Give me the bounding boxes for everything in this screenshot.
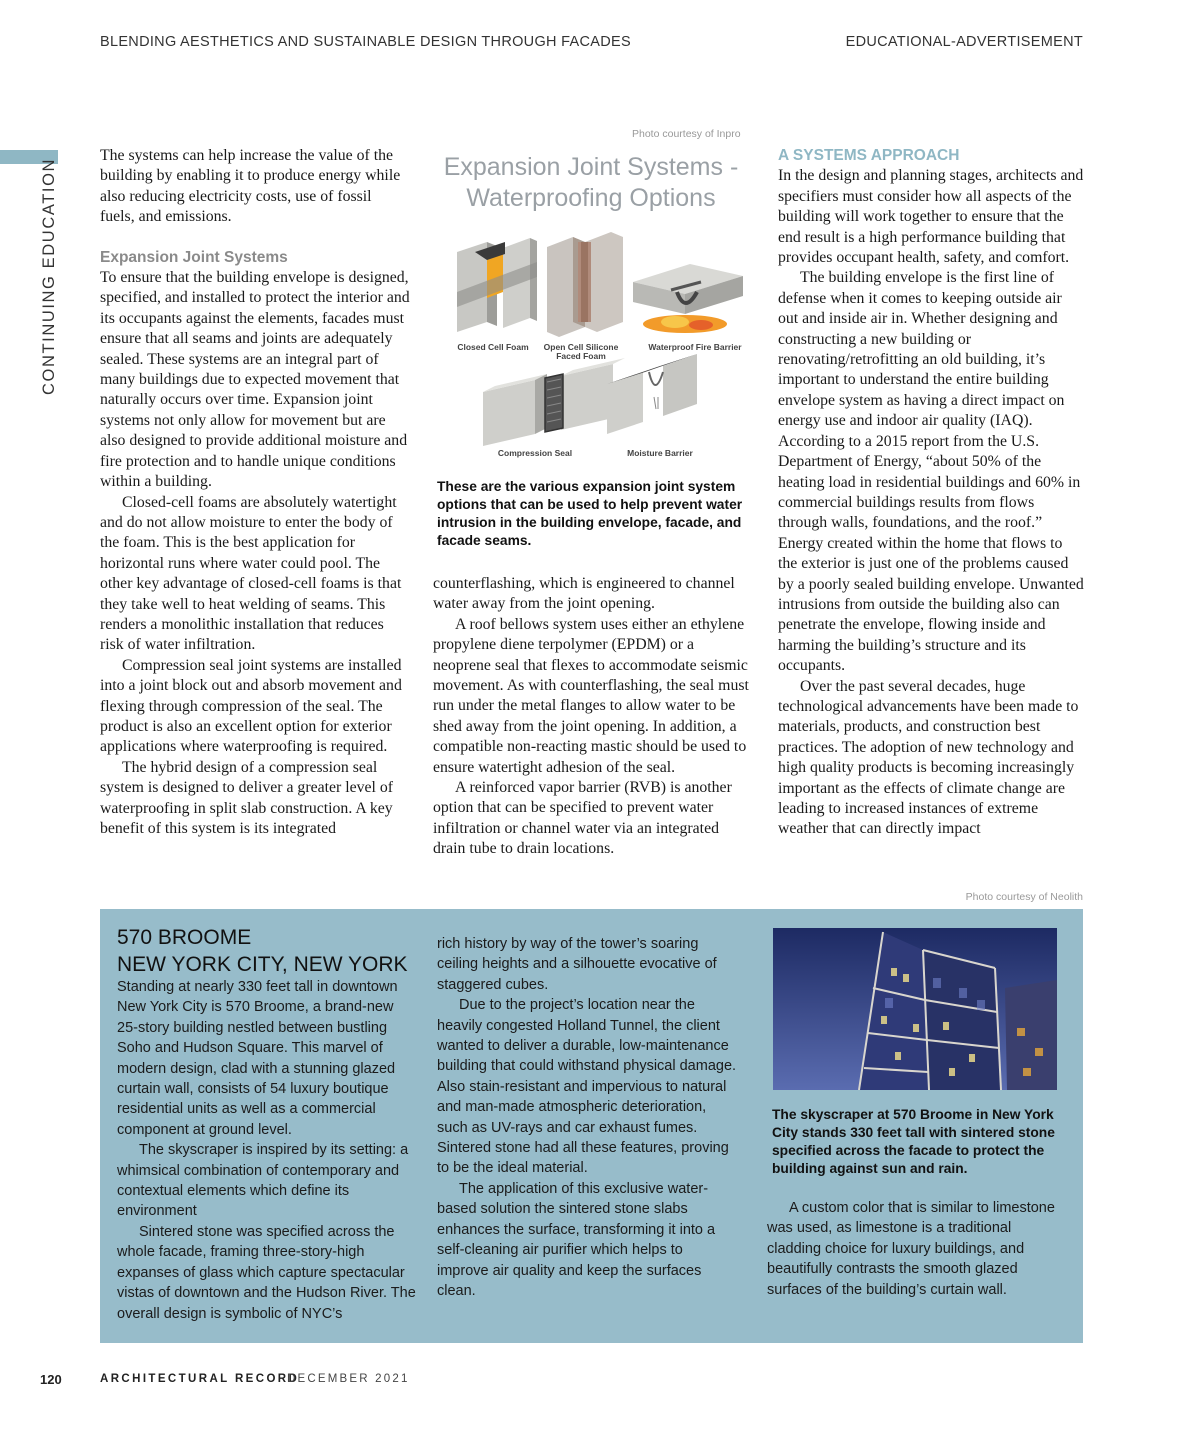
paragraph: The skyscraper is inspired by its setting: a whimsical combination of contemporary and contextual elements which define its environment xyxy=(117,1142,409,1220)
figure-caption: These are the various expansion joint system options that can be used to help prevent water intrusion in the building envelope, facade, and facade seams. xyxy=(437,479,743,548)
compression-seal-illustration xyxy=(483,358,625,446)
label-compression-seal: Compression Seal xyxy=(497,448,573,458)
paragraph: Over the past several decades, huge technological advancements have been made to materials, products, and construction best practices. The adoption of new technology and high quality products is becoming increasingly important as the effects of climate change are leading to increased instances of extreme weather that can directly impact xyxy=(778,677,1079,838)
paragraph: Sintered stone was specified across the whole facade, framing three-story-high expanses of glass which capture spectacular vistas of downtown and the Hudson River. The overall design is symbolic of NYC’s xyxy=(117,1223,416,1322)
fire-barrier-illustration xyxy=(633,264,743,333)
label-moisture-barrier: Moisture Barrier xyxy=(627,448,693,458)
open-cell-foam-illustration xyxy=(547,232,623,337)
running-header-label: EDUCATIONAL-ADVERTISEMENT xyxy=(845,34,1083,50)
label-closed-cell-foam: Closed Cell Foam xyxy=(457,342,529,352)
section-tab-label: CONTINUING EDUCATION xyxy=(40,157,58,395)
closed-cell-foam-illustration xyxy=(457,238,537,332)
section-heading: A SYSTEMS APPROACH xyxy=(778,147,960,164)
paragraph: Closed-cell foams are absolutely watertight and do not allow moisture to enter the body of the foam. This is the best application for horizontal runs where water could pool. The other key advantage of closed-cell foams is that they take well to heat welding of seams. This renders a monolithic installation that reduces risk of water infiltration. xyxy=(100,493,402,654)
label-open-cell-line-2: Faced Foam xyxy=(556,351,606,361)
paragraph: Compression seal joint systems are installed into a joint block out and absorb movement and flexing through compression of the seal. The product is also an excellent option for exterior applications where waterproofing is required. xyxy=(100,656,402,756)
expansion-joint-illustrations xyxy=(435,232,747,464)
running-header-title: BLENDING AESTHETICS AND SUSTAINABLE DESIGN THROUGH FACADES xyxy=(100,34,631,50)
paragraph: The application of this exclusive water-based solution the sintered stone slabs enhances the surface, transforming it into a self-cleaning air purifier which helps to improve air quality and keep the surfaces clean. xyxy=(437,1180,716,1299)
paragraph: A roof bellows system uses either an ethylene propylene diene terpolymer (EPDM) or a neoprene seal that flexes to accommodate seismic movement. As with counterflashing, the seal must run under the metal flanges to allow water to be shed away from the joint opening. In addition, a compatible non-reacting mastic should be used to ensure watertight adhesion of the seal. xyxy=(433,615,749,776)
page-number: 120 xyxy=(40,1372,62,1387)
issue-date: DECEMBER 2021 xyxy=(287,1373,410,1385)
paragraph: The building envelope is the first line of defense when it comes to keeping outside air out and inside air in. Whether designing and constructing a new building or renovating/retrofitting an old building, it’s important to understand the entire building envelope system as having a direct impact on energy use and indoor air quality (IAQ). According to a 2015 report from the U.S. Department of Energy, “about 50% of the heating load in residential buildings and 60% in commercial buildings results from flows through walls, foundations, and the roof.” Energy created within the home that flows to the exterior is just one of the problems caused by a poorly sealed building envelope. Unwanted intrusions from outside the building also can penetrate the envelope, flowing inside and harming the building’s structure and its occupants. xyxy=(778,269,1084,675)
paragraph: In the design and planning stages, architects and specifiers must consider how all aspects of the building will work together to ensure that the end result is a high performance building that provides occupant health, safety, and comfort. xyxy=(778,167,1084,267)
photo-credit: Photo courtesy of Inpro xyxy=(632,128,741,140)
moisture-barrier-illustration xyxy=(607,354,697,434)
figure-title-line: Expansion Joint Systems - xyxy=(443,153,739,181)
figure-title-line: Waterproofing Options xyxy=(466,184,716,212)
photo-caption: The skyscraper at 570 Broome in New York City stands 330 feet tall with sintered stone specified across the facade to protect the building against sun and rain. xyxy=(772,1107,1055,1176)
paragraph: The hybrid design of a compression seal system is designed to deliver a greater level of waterproofing in split slab construction. A key benefit of this system is its integrated xyxy=(100,758,394,837)
case-study-column-2 xyxy=(437,934,737,1301)
label-open-cell-line-1: Open Cell Silicone xyxy=(543,342,619,352)
building-photo xyxy=(773,928,1057,1090)
paragraph: To ensure that the building envelope is designed, specified, and installed to protect the interior and its occupants against the elements, facades must ensure that all seams and joints are adequately sealed. These systems are an integral part of many buildings due to expected movement that naturally occurs over time. Expansion joint systems not only allow for movement but are also designed to provide additional moisture and fire protection and to handle unique conditions within a building. xyxy=(100,269,410,491)
paragraph: counterflashing, which is engineered to channel water away from the joint opening. xyxy=(433,575,735,613)
article-column-2 xyxy=(433,574,749,860)
paragraph: rich history by way of the tower’s soaring ceiling heights and a silhouette evocative of staggered cubes. xyxy=(437,936,717,993)
magazine-name: ARCHITECTURAL RECORD xyxy=(100,1373,300,1385)
article-column-1 xyxy=(100,146,410,839)
case-study-column-3 xyxy=(767,1198,1067,1300)
case-study-column-1 xyxy=(117,977,417,1324)
paragraph: A reinforced vapor barrier (RVB) is another option that can be specified to prevent water infiltration or channel water via an integrated drain tube to drain locations. xyxy=(433,779,732,858)
figure-title xyxy=(435,152,747,214)
article-column-3 xyxy=(778,146,1084,840)
photo-credit: Photo courtesy of Neolith xyxy=(965,891,1083,903)
paragraph: Standing at nearly 330 feet tall in downtown New York City is 570 Broome, a brand-new 25-story building nestled between bustling Soho and Hudson Square. This marvel of modern design, clad with a stunning glazed curtain wall, consists of 54 luxury boutique residential units as well as a commercial component at ground level. xyxy=(117,979,398,1138)
case-study-title-line: 570 BROOME xyxy=(117,926,252,949)
paragraph: A custom color that is similar to limestone was used, as limestone is a traditional cladding choice for luxury buildings, and beautifully contrasts the smooth glazed surfaces of the building’s curtain wall. xyxy=(767,1200,1055,1298)
case-study-title-line: NEW YORK CITY, NEW YORK xyxy=(117,953,408,976)
paragraph: The systems can help increase the value of the building by enabling it to produce energy while also reducing electricity costs, use of fossil fuels, and emissions. xyxy=(100,147,401,226)
paragraph: Due to the project’s location near the heavily congested Holland Tunnel, the client wanted to deliver a durable, low-maintenance building that could withstand physical damage. Also stain-resistant and impervious to natural and man-made atmospheric deterioration, such as UV-rays and car exhaust fumes. Sintered stone had all these features, proving to be the ideal material. xyxy=(437,997,737,1177)
case-study-title xyxy=(117,924,417,978)
label-fire-barrier: Waterproof Fire Barrier xyxy=(648,342,742,352)
section-heading: Expansion Joint Systems xyxy=(100,248,288,266)
